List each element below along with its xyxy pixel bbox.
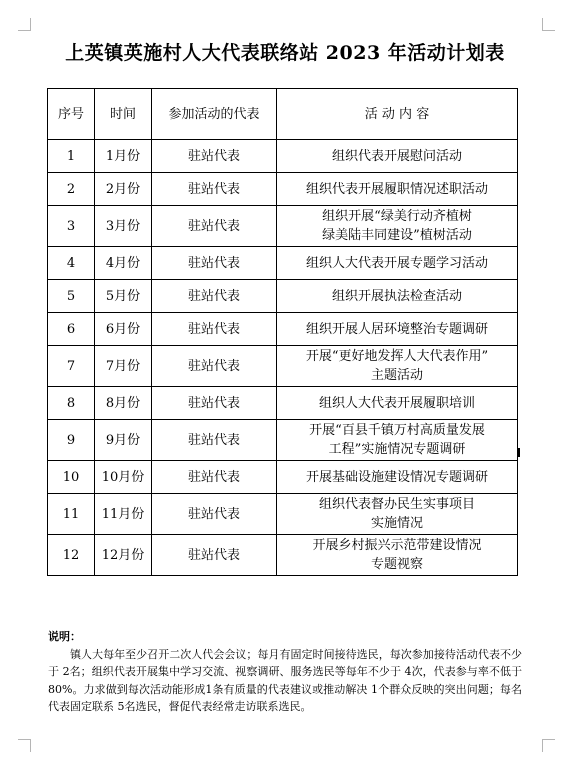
row-month: 12月份	[95, 535, 152, 576]
row-number: 8	[48, 387, 95, 420]
row-number: 4	[48, 247, 95, 280]
row-month: 11月份	[95, 494, 152, 535]
row-representatives: 驻站代表	[152, 280, 277, 313]
activity-line: 开展“更好地发挥人大代表作用”	[305, 349, 489, 364]
row-activity	[277, 173, 518, 206]
row-activity	[277, 494, 518, 535]
row-month: 6月份	[95, 313, 152, 346]
page-corner-mark-top-left	[18, 18, 31, 31]
row-number: 5	[48, 280, 95, 313]
activity-line: 组织开展人居环境整治专题调研	[305, 321, 488, 337]
row-representatives: 驻站代表	[152, 420, 277, 461]
row-activity	[277, 346, 518, 387]
activity-line: 开展“百县千镇万村高质量发展	[309, 423, 485, 438]
activity-line: 开展乡村振兴示范带建设情况	[312, 538, 482, 553]
table-row	[48, 420, 518, 461]
row-activity	[277, 461, 518, 494]
row-month: 3月份	[95, 206, 152, 247]
row-number: 3	[48, 206, 95, 247]
table-row	[48, 346, 518, 387]
activity-line: 开展基础设施建设情况专题调研	[305, 469, 488, 485]
activity-line: 绿美陆丰同建设”植树活动	[322, 228, 472, 243]
row-number: 11	[48, 494, 95, 535]
row-representatives: 驻站代表	[152, 206, 277, 247]
row-activity	[277, 140, 518, 173]
activity-line: 组织人大代表开展专题学习活动	[305, 255, 488, 271]
activity-line: 工程”实施情况专题调研	[328, 442, 466, 457]
header-representatives: 参加活动的代表	[152, 89, 277, 140]
table-row	[48, 247, 518, 280]
row-activity	[277, 387, 518, 420]
row-representatives: 驻站代表	[152, 461, 277, 494]
table-row	[48, 140, 518, 173]
notes-section	[48, 628, 522, 716]
row-representatives: 驻站代表	[152, 387, 277, 420]
row-month: 5月份	[95, 280, 152, 313]
row-number: 10	[48, 461, 95, 494]
row-number: 9	[48, 420, 95, 461]
activity-line: 组织人大代表开展履职培训	[318, 395, 475, 411]
table-row	[48, 313, 518, 346]
row-representatives: 驻站代表	[152, 173, 277, 206]
activity-line: 主题活动	[370, 368, 423, 383]
row-representatives: 驻站代表	[152, 247, 277, 280]
row-activity	[277, 206, 518, 247]
page-corner-mark-top-right	[542, 18, 555, 31]
table-row	[48, 206, 518, 247]
header-number: 序号	[48, 89, 95, 140]
row-representatives: 驻站代表	[152, 494, 277, 535]
notes-label: 说明：	[48, 630, 81, 643]
row-activity	[277, 420, 518, 461]
table-row	[48, 461, 518, 494]
row-activity	[277, 313, 518, 346]
table-row	[48, 280, 518, 313]
row-activity	[277, 247, 518, 280]
table-row	[48, 494, 518, 535]
row-representatives: 驻站代表	[152, 140, 277, 173]
row-month: 7月份	[95, 346, 152, 387]
table-header-row	[48, 89, 518, 140]
row-number: 6	[48, 313, 95, 346]
activity-plan-table	[47, 88, 518, 576]
row-representatives: 驻站代表	[152, 346, 277, 387]
row-number: 12	[48, 535, 95, 576]
table-row	[48, 535, 518, 576]
header-activity: 活 动 内 容	[277, 89, 518, 140]
row-month: 4月份	[95, 247, 152, 280]
row-month: 10月份	[95, 461, 152, 494]
activity-line: 组织代表开展履职情况述职活动	[305, 181, 488, 197]
activity-line: 专题视察	[370, 557, 423, 572]
page-corner-mark-bottom-left	[18, 739, 31, 752]
row-number: 2	[48, 173, 95, 206]
table-row	[48, 387, 518, 420]
table-row	[48, 173, 518, 206]
row-number: 7	[48, 346, 95, 387]
activity-line: 组织开展“绿美行动齐植树	[322, 209, 472, 224]
page-corner-mark-bottom-right	[542, 739, 555, 752]
text-cursor-mark	[518, 448, 520, 457]
row-month: 1月份	[95, 140, 152, 173]
row-month: 9月份	[95, 420, 152, 461]
row-month: 2月份	[95, 173, 152, 206]
document-title: 上英镇英施村人大代表联络站 2023 年活动计划表	[65, 42, 505, 64]
row-month: 8月份	[95, 387, 152, 420]
row-number: 1	[48, 140, 95, 173]
activity-line: 组织代表督办民生实事项目	[318, 497, 475, 512]
table-body	[48, 140, 518, 576]
activity-line: 组织开展执法检查活动	[331, 288, 462, 304]
activity-line: 组织代表开展慰问活动	[331, 148, 462, 164]
row-representatives: 驻站代表	[152, 313, 277, 346]
row-activity	[277, 535, 518, 576]
activity-line: 实施情况	[370, 516, 423, 531]
row-activity	[277, 280, 518, 313]
notes-body: 镇人大每年至少召开二次人代会会议；每月有固定时间接待选民，每次参加接待活动代表不少于 2名；组织代表开展集中学习交流、视察调研、服务选民等每年不少于 4次，代表参与率不低于 80%。力求做到每次活动能形成1条有质量的代表建议或推动解决 1个群众反映的突出问题；每名代表固定联系 5名选民，督促代表经常走访联系选民。	[48, 647, 522, 713]
header-time: 时间	[95, 89, 152, 140]
row-representatives: 驻站代表	[152, 535, 277, 576]
